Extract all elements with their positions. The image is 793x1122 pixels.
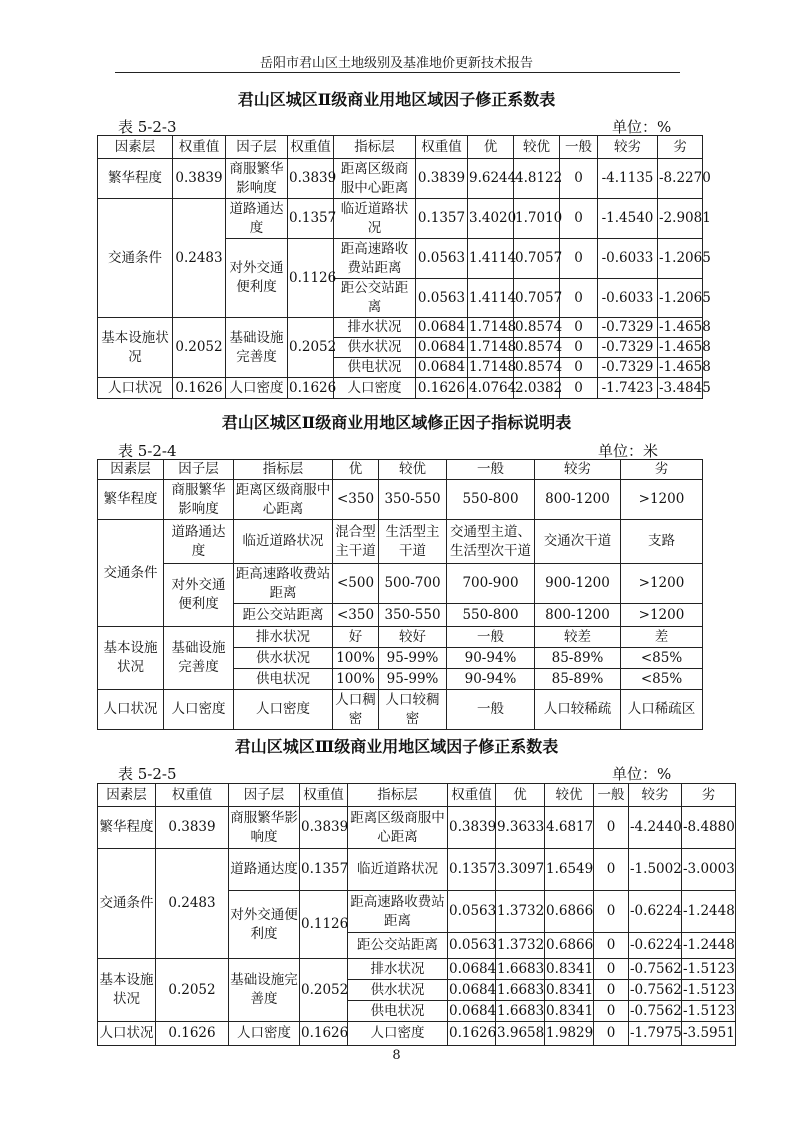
table-cell: 0.2483 (156, 849, 229, 959)
table-header-row (98, 136, 703, 159)
table-cell: 供电状况 (334, 358, 416, 378)
table-cell: -1.5002 (629, 849, 682, 891)
column-header: 一般 (560, 136, 598, 159)
table-cell: 生活型主干道 (379, 520, 447, 564)
table-cell: 0 (594, 1001, 629, 1022)
column-header: 因素层 (98, 784, 156, 807)
table-cell: 3.3097 (496, 849, 545, 891)
table-cell: 人口密度 (234, 690, 333, 730)
table-cell: 1.7148 (468, 338, 514, 358)
table-cell: 距离区级商服中心距离 (348, 807, 448, 849)
table-cell: -1.7975 (629, 1022, 682, 1046)
page-number: 8 (392, 1048, 401, 1063)
table-cell: <85% (621, 669, 703, 690)
table-cell: -3.0003 (682, 849, 736, 891)
table-cell: 排水状况 (234, 627, 333, 648)
column-header: 较劣 (535, 460, 621, 480)
column-header: 优 (468, 136, 514, 159)
table-cell: 800-1200 (535, 480, 621, 520)
table-cell: -0.7329 (598, 358, 658, 378)
table-cell: 距高速路收费站距离 (348, 891, 448, 933)
table-cell: 0.0684 (448, 980, 496, 1001)
table-cell: 交通次干道 (535, 520, 621, 564)
column-header: 指标层 (234, 460, 333, 480)
table-cell: 0.2483 (173, 199, 226, 318)
table-cell: 100% (333, 669, 379, 690)
table-cell: 90-94% (447, 648, 535, 669)
table-cell: 85-89% (535, 669, 621, 690)
table-cell: -0.6224 (629, 933, 682, 959)
table-cell: 1.7148 (468, 318, 514, 338)
table-cell: -1.5123 (682, 980, 736, 1001)
table2-title: 君山区城区Ⅱ级商业用地区域修正因子指标说明表 (221, 413, 572, 432)
table-cell: -2.9081 (658, 199, 703, 239)
table-cell: 供电状况 (234, 669, 333, 690)
table-cell: >1200 (621, 564, 703, 604)
table-row (98, 159, 703, 199)
table-cell: 人口密度 (164, 690, 234, 730)
table-cell: 临近道路状况 (334, 199, 416, 239)
table-cell: 0.3839 (448, 807, 496, 849)
table-cell: 0 (560, 358, 598, 378)
table2-unit: 单位：米 (598, 442, 659, 460)
table-cell: 0.1357 (416, 199, 468, 239)
table-cell: 0.0684 (448, 1001, 496, 1022)
table-cell: 0.6866 (545, 933, 594, 959)
table-cell: 0 (560, 318, 598, 338)
table-cell: 距高速路收费站距离 (234, 564, 333, 604)
column-header: 指标层 (334, 136, 416, 159)
table-cell: 人口状况 (98, 1022, 156, 1046)
table-row (98, 520, 703, 564)
table-cell: 0 (560, 159, 598, 199)
table-cell: -0.6033 (598, 279, 658, 318)
table-cell: 0.1357 (448, 849, 496, 891)
table-cell: 距公交站距离 (348, 933, 448, 959)
table-cell: 基本设施状况 (98, 627, 164, 690)
table-cell: 0 (594, 849, 629, 891)
column-header: 较劣 (598, 136, 658, 159)
table-cell: -8.2270 (658, 159, 703, 199)
table-cell: 350-550 (379, 604, 447, 627)
table-cell: 0.1357 (300, 849, 348, 891)
table-cell: <85% (621, 648, 703, 669)
table-5-2-4 (97, 459, 703, 730)
table-cell: 0.8341 (545, 1001, 594, 1022)
table1-label: 表 5-2-3 (118, 118, 177, 136)
table-cell: 人口稠密 (333, 690, 379, 730)
table-cell: 700-900 (447, 564, 535, 604)
table-cell: 差 (621, 627, 703, 648)
table-cell: 较好 (379, 627, 447, 648)
table-cell: -1.2065 (658, 239, 703, 279)
table-cell: 0 (560, 378, 598, 399)
table-cell: -3.5951 (682, 1022, 736, 1046)
table-cell: -0.7329 (598, 338, 658, 358)
table-cell: 1.6683 (496, 1001, 545, 1022)
table-cell: 交通条件 (98, 849, 156, 959)
table-cell: 人口密度 (334, 378, 416, 399)
table-cell: 1.7148 (468, 358, 514, 378)
table-cell: 0.8341 (545, 959, 594, 980)
table-cell: 交通条件 (98, 199, 173, 318)
table-row (98, 690, 703, 730)
table-row (98, 318, 703, 338)
table-row (98, 959, 736, 980)
table-cell: 550-800 (447, 604, 535, 627)
table-cell: 0.2052 (288, 318, 334, 378)
table1-unit: 单位：% (612, 118, 672, 136)
table-row (98, 564, 703, 604)
table-cell: -0.6224 (629, 891, 682, 933)
table-cell: 0.3839 (300, 807, 348, 849)
table-cell: 95-99% (379, 648, 447, 669)
table-cell: 0 (594, 980, 629, 1001)
table-cell: 550-800 (447, 480, 535, 520)
table-cell: 0 (560, 239, 598, 279)
table-cell: <350 (333, 604, 379, 627)
column-header: 因子层 (164, 460, 234, 480)
table-cell: 0 (594, 959, 629, 980)
column-header: 优 (333, 460, 379, 480)
table-cell: 3.9658 (496, 1022, 545, 1046)
table-cell: 1.6683 (496, 980, 545, 1001)
table3-title: 君山区城区Ⅲ级商业用地区域因子修正系数表 (234, 737, 559, 756)
table-cell: 0.2052 (173, 318, 226, 378)
table-cell: 基础设施完善度 (226, 318, 288, 378)
table-cell: 1.7010 (514, 199, 560, 239)
table-cell: 0.0684 (448, 959, 496, 980)
table-cell: 0.0563 (448, 891, 496, 933)
column-header: 权重值 (156, 784, 229, 807)
column-header: 较优 (379, 460, 447, 480)
table-cell: -0.7562 (629, 980, 682, 1001)
table-cell: 350-550 (379, 480, 447, 520)
table-cell: 基本设施状况 (98, 318, 173, 378)
table-cell: 95-99% (379, 669, 447, 690)
table-cell: -1.2448 (682, 891, 736, 933)
table-cell: 0 (560, 199, 598, 239)
table-cell: 供水状况 (334, 338, 416, 358)
table-cell: 9.3633 (496, 807, 545, 849)
table-cell: 90-94% (447, 669, 535, 690)
table-cell: 临近道路状况 (348, 849, 448, 891)
table-cell: 0.8341 (545, 980, 594, 1001)
column-header: 优 (496, 784, 545, 807)
table-cell: 0 (560, 279, 598, 318)
table1-title: 君山区城区Ⅱ级商业用地区域因子修正系数表 (237, 90, 556, 109)
column-header: 权重值 (300, 784, 348, 807)
table-cell: 支路 (621, 520, 703, 564)
table-cell: 距公交站距离 (334, 279, 416, 318)
column-header: 权重值 (448, 784, 496, 807)
table-cell: -0.7562 (629, 959, 682, 980)
table-row (98, 378, 703, 399)
table-cell: -0.6033 (598, 239, 658, 279)
table-cell: 基本设施状况 (98, 959, 156, 1022)
table-cell: 0.8574 (514, 318, 560, 338)
table-cell: 商服繁华影响度 (226, 159, 288, 199)
table-cell: -1.4658 (658, 318, 703, 338)
table-cell: 0.1626 (416, 378, 468, 399)
table-cell: 0.7057 (514, 279, 560, 318)
table-row (98, 849, 736, 891)
table-cell: 道路通达度 (164, 520, 234, 564)
table-cell: 85-89% (535, 648, 621, 669)
table-cell: 0.8574 (514, 358, 560, 378)
table-header-row (98, 460, 703, 480)
table-cell: 0.1626 (156, 1022, 229, 1046)
table-cell: -0.7562 (629, 1001, 682, 1022)
table-cell: 0 (594, 1022, 629, 1046)
table-cell: 人口密度 (226, 378, 288, 399)
table-cell: -1.2065 (658, 279, 703, 318)
table-cell: 1.6549 (545, 849, 594, 891)
running-header: 岳阳市君山区土地级别及基准地价更新技术报告 (259, 56, 533, 71)
table-cell: 人口密度 (229, 1022, 300, 1046)
table3-label: 表 5-2-5 (118, 765, 177, 783)
table-cell: 基础设施完善度 (164, 627, 234, 690)
column-header: 权重值 (173, 136, 226, 159)
table-cell: 繁华程度 (98, 807, 156, 849)
table-cell: -1.7423 (598, 378, 658, 399)
table-cell: 1.6683 (496, 959, 545, 980)
header-rule (115, 72, 680, 73)
column-header: 劣 (658, 136, 703, 159)
table-cell: -8.4880 (682, 807, 736, 849)
table-cell: 0.0563 (448, 933, 496, 959)
table3-unit: 单位：% (612, 765, 672, 783)
table-row (98, 480, 703, 520)
column-header: 指标层 (348, 784, 448, 807)
table-cell: 人口状况 (98, 690, 164, 730)
table-cell: 排水状况 (348, 959, 448, 980)
table-cell: 0.0563 (416, 239, 468, 279)
table-cell: 基础设施完善度 (229, 959, 300, 1022)
table-cell: -4.1135 (598, 159, 658, 199)
table-cell: -1.4658 (658, 358, 703, 378)
table-cell: 1.3732 (496, 933, 545, 959)
table-cell: 0.6866 (545, 891, 594, 933)
table-cell: 供水状况 (348, 980, 448, 1001)
table-cell: 0.7057 (514, 239, 560, 279)
table-cell: 一般 (447, 627, 535, 648)
table-cell: 商服繁华影响度 (164, 480, 234, 520)
table-cell: 0.2052 (300, 959, 348, 1022)
table-cell: 0.0563 (416, 279, 468, 318)
table-cell: -1.5123 (682, 1001, 736, 1022)
table-cell: 人口密度 (348, 1022, 448, 1046)
table-cell: 0.1626 (173, 378, 226, 399)
table-cell: 0.3839 (173, 159, 226, 199)
table-cell: 4.6817 (545, 807, 594, 849)
table-cell: 0.3839 (288, 159, 334, 199)
table-cell: 人口稀疏区 (621, 690, 703, 730)
table-cell: 混合型主干道 (333, 520, 379, 564)
table-cell: 人口较稠密 (379, 690, 447, 730)
table-cell: 2.0382 (514, 378, 560, 399)
table-cell: 0.8574 (514, 338, 560, 358)
column-header: 权重值 (288, 136, 334, 159)
table-cell: 1.9829 (545, 1022, 594, 1046)
column-header: 劣 (621, 460, 703, 480)
table-cell: 0.1626 (448, 1022, 496, 1046)
table-5-2-3 (97, 135, 711, 399)
table-cell: 0.2052 (156, 959, 229, 1022)
table-cell: 人口较稀疏 (535, 690, 621, 730)
table-cell: 一般 (447, 690, 535, 730)
table2-label: 表 5-2-4 (118, 442, 177, 460)
column-header: 较优 (545, 784, 594, 807)
table-row (98, 199, 703, 239)
table-cell: 500-700 (379, 564, 447, 604)
table-cell: -1.4540 (598, 199, 658, 239)
table-cell: 0.1126 (288, 239, 334, 318)
table-cell: <500 (333, 564, 379, 604)
table-row (98, 807, 736, 849)
table-cell: 临近道路状况 (234, 520, 333, 564)
table-cell: 交通型主道、生活型次干道 (447, 520, 535, 564)
table-cell: 供电状况 (348, 1001, 448, 1022)
table-cell: 距离区级商服中心距离 (234, 480, 333, 520)
table-cell: 道路通达度 (229, 849, 300, 891)
table-cell: 4.0764 (468, 378, 514, 399)
table-cell: 距离区级商服中心距离 (334, 159, 416, 199)
table-cell: 对外交通便利度 (164, 564, 234, 627)
table-cell: -0.7329 (598, 318, 658, 338)
table-cell: 商服繁华影响度 (229, 807, 300, 849)
table-cell: >1200 (621, 604, 703, 627)
column-header: 较劣 (629, 784, 682, 807)
table-row (98, 1022, 736, 1046)
table-cell: 好 (333, 627, 379, 648)
table-cell: -1.4658 (658, 338, 703, 358)
table-cell: -4.2440 (629, 807, 682, 849)
table-cell: 9.6244 (468, 159, 514, 199)
table-cell: 道路通达度 (226, 199, 288, 239)
table-cell: 0.1626 (300, 1022, 348, 1046)
table-cell: -1.5123 (682, 959, 736, 980)
table-cell: 人口状况 (98, 378, 173, 399)
table-cell: -3.4845 (658, 378, 703, 399)
table-cell: 对外交通便利度 (226, 239, 288, 318)
column-header: 较优 (514, 136, 560, 159)
table-cell: 对外交通便利度 (229, 891, 300, 959)
table-cell: 0 (594, 807, 629, 849)
column-header: 因子层 (226, 136, 288, 159)
table-cell: 1.4114 (468, 279, 514, 318)
table-5-2-5 (97, 783, 736, 1046)
table-cell: 供水状况 (234, 648, 333, 669)
table-cell: 0.0684 (416, 338, 468, 358)
table-cell: 0.3839 (156, 807, 229, 849)
column-header: 因素层 (98, 460, 164, 480)
table-cell: 1.4114 (468, 239, 514, 279)
table-cell: 0.1357 (288, 199, 334, 239)
table-cell: 1.3732 (496, 891, 545, 933)
column-header: 因子层 (229, 784, 300, 807)
table-cell: 繁华程度 (98, 159, 173, 199)
table-cell: 0.0684 (416, 358, 468, 378)
table-cell: 0.3839 (416, 159, 468, 199)
table-cell: 0 (594, 891, 629, 933)
table-cell: 0.1126 (300, 891, 348, 959)
column-header: 一般 (447, 460, 535, 480)
table-cell: -1.2448 (682, 933, 736, 959)
column-header: 劣 (682, 784, 736, 807)
table-cell: 0.0684 (416, 318, 468, 338)
table-cell: 排水状况 (334, 318, 416, 338)
table-cell: 900-1200 (535, 564, 621, 604)
table-cell: 交通条件 (98, 520, 164, 627)
table-cell: 100% (333, 648, 379, 669)
table-cell: 繁华程度 (98, 480, 164, 520)
table-cell: 4.8122 (514, 159, 560, 199)
column-header: 一般 (594, 784, 629, 807)
column-header: 权重值 (416, 136, 468, 159)
table-row (98, 627, 703, 648)
table-cell: 较差 (535, 627, 621, 648)
table-cell: 3.4020 (468, 199, 514, 239)
column-header: 因素层 (98, 136, 173, 159)
table-cell: 距公交站距离 (234, 604, 333, 627)
table-header-row (98, 784, 736, 807)
table-cell: 0 (594, 933, 629, 959)
table-cell: 800-1200 (535, 604, 621, 627)
table-cell: <350 (333, 480, 379, 520)
table-cell: 0 (560, 338, 598, 358)
table-cell: 距高速路收费站距离 (334, 239, 416, 279)
table-cell: >1200 (621, 480, 703, 520)
table-cell: 0.1626 (288, 378, 334, 399)
